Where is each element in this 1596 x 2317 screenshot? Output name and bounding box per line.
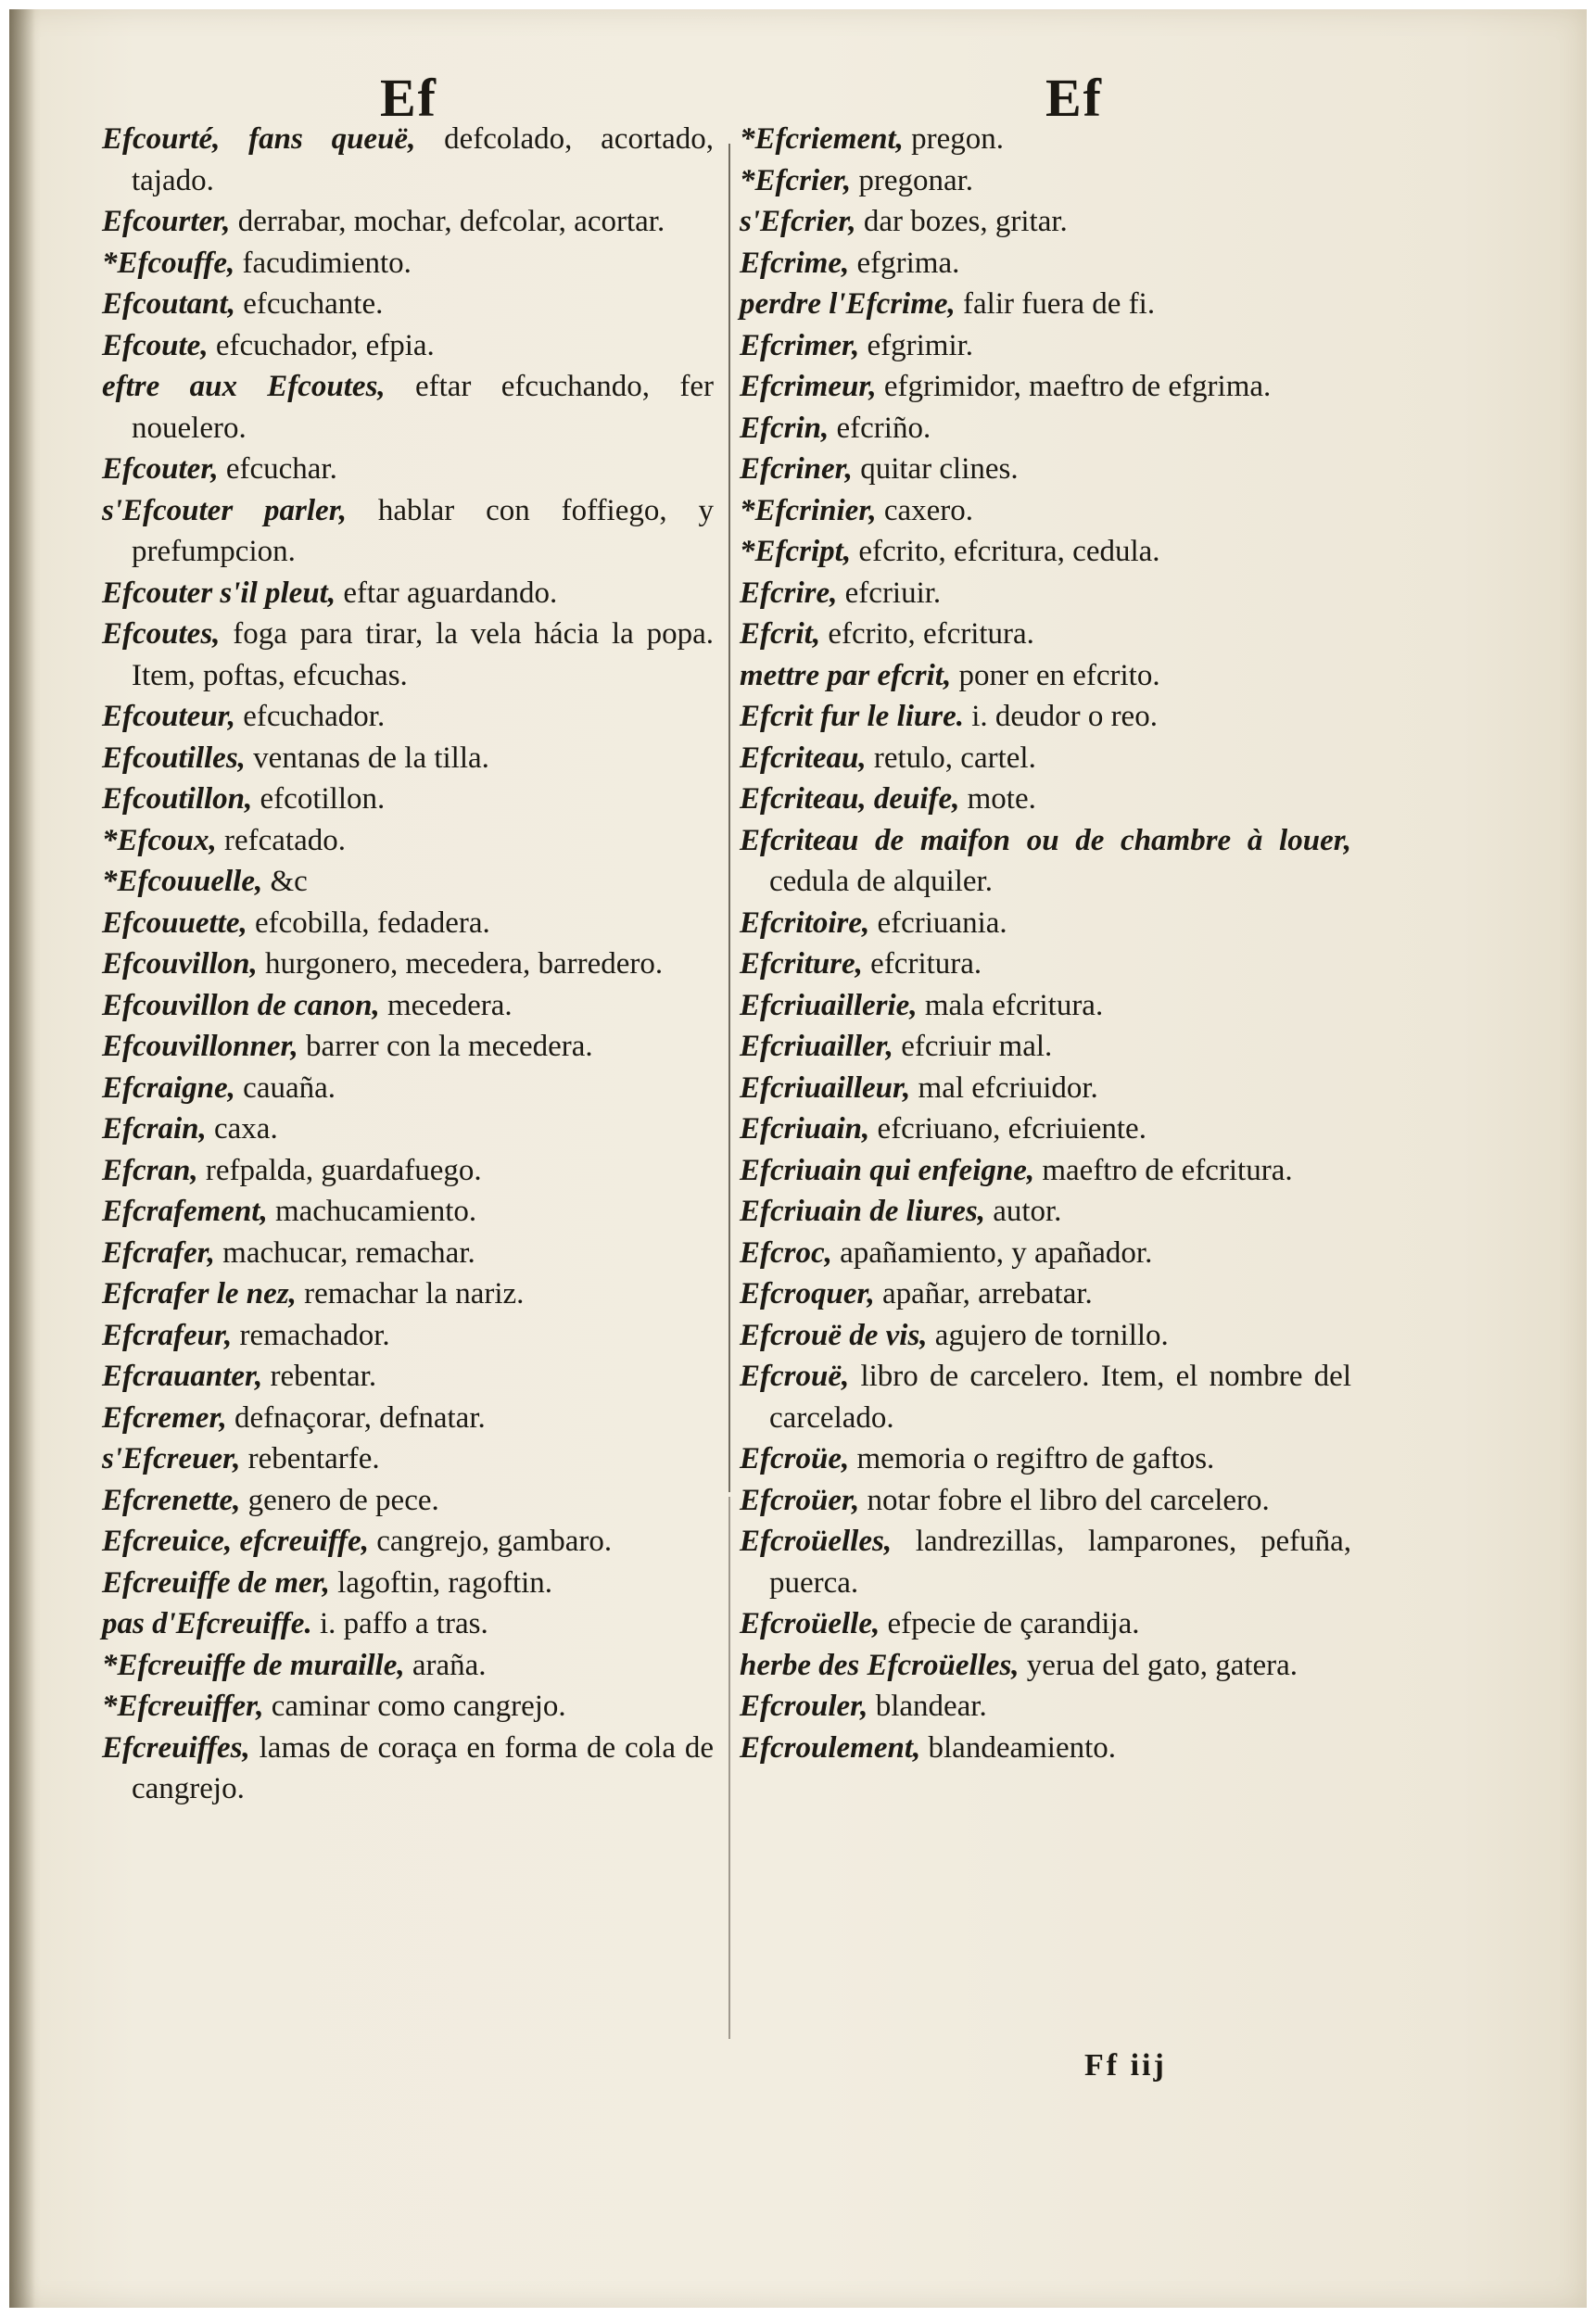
dictionary-entry	[102, 614, 714, 696]
dictionary-entry	[102, 1108, 714, 1150]
entry-definition: efcriuir mal.	[893, 1030, 1053, 1063]
dictionary-entry	[740, 201, 1351, 243]
entry-definition: efpecie de çarandija.	[880, 1607, 1140, 1640]
dictionary-entry	[740, 1356, 1351, 1438]
dictionary-entry	[740, 943, 1351, 985]
entry-headword: Efcrauanter,	[102, 1360, 263, 1393]
entry-headword: Efcrime,	[740, 246, 850, 280]
entry-headword: *Efcouuelle,	[102, 865, 263, 898]
column-divider	[728, 144, 730, 1492]
entry-headword: Efcroüelle,	[740, 1607, 880, 1640]
dictionary-entry	[102, 1686, 714, 1728]
dictionary-entry	[102, 1191, 714, 1233]
entry-definition: blandeamiento.	[920, 1730, 1117, 1765]
entry-definition: refcatado.	[216, 823, 346, 857]
entry-headword: Efcrafer le nez,	[102, 1277, 297, 1310]
entry-definition: machucar, remachar.	[214, 1235, 475, 1270]
entry-headword: Efcritoire,	[740, 905, 870, 940]
entry-headword: Efcrafement,	[102, 1195, 268, 1228]
entry-headword: Efcouvillonner,	[102, 1030, 298, 1063]
entry-definition: lagoftin, ragoftin.	[329, 1565, 553, 1600]
dictionary-entry	[102, 449, 714, 490]
dictionary-entry	[102, 1603, 714, 1645]
entry-headword: Efcriteau de maifon ou de chambre à louer,	[740, 823, 1351, 857]
dictionary-entry	[102, 738, 714, 779]
entry-definition: cedula de alquiler.	[769, 865, 993, 898]
dictionary-entry	[102, 1728, 714, 1810]
entry-definition: efcuchante.	[234, 287, 384, 321]
entry-definition: remachador.	[232, 1318, 390, 1352]
entry-definition: efcuchador, efpia.	[208, 328, 435, 362]
entry-headword: Efcriner,	[740, 452, 853, 486]
binding-shadow	[9, 9, 35, 2308]
entry-headword: Efcroüelles,	[740, 1525, 893, 1558]
dictionary-entry	[102, 284, 714, 325]
dictionary-entry	[102, 573, 714, 614]
dictionary-entry	[740, 243, 1351, 285]
entry-definition: rebentarfe.	[240, 1442, 380, 1475]
entry-definition: remachar la nariz.	[296, 1277, 525, 1310]
dictionary-entry	[102, 1521, 714, 1563]
dictionary-entry	[102, 1233, 714, 1274]
dictionary-entry	[740, 820, 1351, 903]
entry-headword: Efcrafeur,	[102, 1318, 233, 1352]
entry-definition: maeftro de efcritura.	[1034, 1153, 1293, 1187]
dictionary-entry	[102, 1645, 714, 1687]
dictionary-entry	[740, 366, 1351, 408]
entry-headword: Efcriteau, deuife,	[740, 782, 960, 816]
entry-headword: Efcoutillon,	[102, 782, 253, 816]
entry-definition: dar bozes, gritar.	[855, 205, 1068, 238]
entry-definition: quitar clines.	[852, 452, 1019, 486]
entry-definition: lamas de coraça en forma de cola de cangrejo.	[132, 1730, 714, 1805]
entry-headword: *Efcrier,	[740, 163, 852, 197]
dictionary-entry	[740, 1273, 1351, 1315]
dictionary-entry	[740, 160, 1351, 202]
entry-headword: Efcriuain qui enfeigne,	[740, 1153, 1035, 1187]
dictionary-entry	[102, 1150, 714, 1192]
entry-headword: Efcrit fur le liure.	[740, 700, 965, 733]
dictionary-entry	[102, 903, 714, 944]
column-divider-lower	[728, 1497, 730, 2039]
dictionary-entry	[740, 655, 1351, 697]
entry-headword: Efcouteur,	[102, 700, 235, 733]
entry-headword: Efcraigne,	[102, 1070, 235, 1105]
entry-definition: machucamiento.	[267, 1195, 477, 1228]
entry-definition: efcriuir.	[837, 576, 942, 610]
entry-definition: efgrimir.	[859, 328, 974, 362]
entry-definition: efgrimidor, maeftro de efgrima.	[876, 370, 1272, 403]
dictionary-entry	[102, 820, 714, 862]
entry-definition: landrezillas, lamparones, pefuña, puerca.	[769, 1525, 1351, 1600]
entry-headword: Efcouter,	[102, 452, 219, 486]
entry-headword: Efcrire,	[740, 576, 838, 610]
dictionary-entry	[740, 1150, 1351, 1192]
entry-headword: Efcrin,	[740, 411, 830, 445]
entry-headword: eftre aux Efcoutes,	[102, 370, 386, 403]
entry-definition: apañar, arrebatar.	[874, 1277, 1093, 1310]
dictionary-entry	[740, 614, 1351, 655]
dictionary-entry	[102, 366, 714, 449]
entry-headword: Efcroüer,	[740, 1483, 860, 1517]
entry-headword: pas d'Efcreuiffe.	[102, 1607, 312, 1640]
dictionary-entry	[740, 779, 1351, 820]
entry-definition: pregonar.	[851, 163, 974, 197]
dictionary-entry	[740, 408, 1351, 449]
entry-headword: Efcriuaillerie,	[740, 988, 918, 1022]
dictionary-entry	[740, 1233, 1351, 1274]
entry-headword: Efcroüe,	[740, 1442, 850, 1475]
entry-headword: Efcreuice, efcreuiffe,	[102, 1525, 370, 1558]
dictionary-entry	[740, 284, 1351, 325]
dictionary-entry	[740, 531, 1351, 573]
right-entries	[740, 119, 1351, 1768]
entry-headword: Efcriteau,	[740, 741, 867, 775]
dictionary-entry	[740, 573, 1351, 614]
dictionary-entry	[102, 1563, 714, 1604]
entry-headword: mettre par efcrit,	[740, 658, 952, 692]
entry-headword: Efcoutes,	[102, 617, 221, 651]
dictionary-entry	[102, 861, 714, 903]
entry-headword: herbe des Efcroüelles,	[740, 1648, 1020, 1682]
dictionary-entry	[102, 201, 714, 243]
entry-headword: perdre l'Efcrime,	[740, 287, 956, 321]
entry-headword: Efcriture,	[740, 947, 863, 981]
left-entries	[102, 119, 714, 1810]
dictionary-entry	[102, 1480, 714, 1522]
dictionary-entry	[740, 1728, 1351, 1769]
entry-headword: Efcrimer,	[740, 328, 860, 362]
entry-definition: efcrito, efcritura, cedula.	[851, 535, 1160, 568]
entry-headword: Efcourté, fans queuë,	[102, 122, 416, 156]
entry-definition: memoria o regiftro de gaftos.	[849, 1442, 1215, 1475]
dictionary-page	[9, 9, 1587, 2308]
dictionary-entry	[102, 1068, 714, 1109]
entry-headword: Efcremer,	[102, 1400, 227, 1435]
entry-headword: *Efcoux,	[102, 823, 217, 857]
entry-definition: mala efcritura.	[917, 988, 1104, 1022]
dictionary-entry	[740, 1068, 1351, 1109]
entry-definition: eftar aguardando.	[336, 576, 558, 610]
entry-headword: Efcourter,	[102, 205, 231, 238]
entry-definition: ventanas de la tilla.	[245, 741, 489, 775]
dictionary-entry	[740, 738, 1351, 779]
entry-headword: Efcroc,	[740, 1235, 832, 1270]
dictionary-entry	[740, 1686, 1351, 1728]
dictionary-entry	[102, 490, 714, 573]
entry-headword: Efcrouë,	[740, 1360, 850, 1393]
entry-headword: Efcouvillon de canon,	[102, 988, 380, 1022]
entry-headword: s'Efcrier,	[740, 205, 856, 238]
entry-definition: agujero de tornillo.	[927, 1318, 1169, 1352]
entry-definition: efcritura.	[862, 947, 982, 981]
entry-definition: mal efcriuidor.	[910, 1070, 1098, 1105]
entry-definition: poner en efcrito.	[951, 658, 1160, 692]
entry-definition: cauaña.	[234, 1070, 336, 1105]
entry-headword: Efcriuain de liures,	[740, 1195, 985, 1228]
entry-headword: *Efcriement,	[740, 122, 904, 156]
entry-definition: autor.	[984, 1195, 1062, 1228]
dictionary-entry	[102, 779, 714, 820]
entry-definition: efcriuano, efcriuiente.	[869, 1112, 1146, 1146]
entry-headword: *Efcript,	[740, 535, 852, 568]
entry-definition: efgrima.	[849, 246, 960, 280]
entry-definition: libro de carcelero. Item, el nombre del carcelado.	[769, 1360, 1351, 1435]
entry-headword: Efcroquer,	[740, 1277, 875, 1310]
entry-headword: Efcrafer,	[102, 1235, 215, 1270]
dictionary-entry	[740, 490, 1351, 532]
dictionary-entry	[740, 696, 1351, 738]
entry-definition: facudimiento.	[234, 246, 412, 280]
entry-definition: hablar con foffiego, y prefumpcion.	[132, 493, 714, 568]
entry-headword: Efcrit,	[740, 617, 821, 651]
entry-definition: apañamiento, y apañador.	[831, 1235, 1153, 1270]
entry-definition: efcuchar.	[218, 452, 337, 486]
dictionary-entry	[102, 325, 714, 367]
dictionary-entry	[740, 985, 1351, 1027]
dictionary-entry	[740, 1480, 1351, 1522]
dictionary-entry	[740, 325, 1351, 367]
dictionary-entry	[740, 1108, 1351, 1150]
entry-definition: efcobilla, fedadera.	[247, 905, 490, 940]
entry-definition: yerua del gato, gatera.	[1019, 1648, 1298, 1682]
entry-definition: efcrito, efcritura.	[820, 617, 1034, 651]
entry-definition: i. deudor o reo.	[964, 700, 1158, 733]
entry-headword: *Efcrinier,	[740, 493, 877, 527]
entry-headword: Efcrenette,	[102, 1483, 241, 1517]
entry-definition: notar fobre el libro del carcelero.	[859, 1483, 1270, 1517]
dictionary-entry	[740, 1026, 1351, 1068]
entry-headword: *Efcouffe,	[102, 246, 235, 280]
dictionary-entry	[102, 1026, 714, 1068]
entry-headword: Efcouter s'il pleut,	[102, 576, 336, 610]
dictionary-entry	[102, 696, 714, 738]
entry-headword: Efcrouler,	[740, 1690, 868, 1723]
entry-definition: caminar como cangrejo.	[263, 1690, 566, 1723]
dictionary-entry	[102, 243, 714, 285]
entry-headword: Efcreuiffe de mer,	[102, 1565, 330, 1600]
right-running-head: Ef	[1045, 68, 1103, 128]
entry-headword: *Efcreuiffe de muraille,	[102, 1648, 405, 1682]
signature-mark: Ff iij	[1084, 2048, 1167, 2083]
entry-headword: Efcoute,	[102, 328, 209, 362]
entry-headword: Efcreuiffes,	[102, 1730, 250, 1765]
dictionary-entry	[102, 119, 714, 201]
dictionary-entry	[740, 1603, 1351, 1645]
dictionary-entry	[740, 449, 1351, 490]
entry-definition: derrabar, mochar, defcolar, acortar.	[230, 205, 665, 238]
entry-definition: blandear.	[868, 1690, 987, 1723]
entry-definition: caxero.	[876, 493, 974, 527]
entry-definition: mecedera.	[379, 988, 513, 1022]
entry-definition: pregon.	[903, 122, 1005, 156]
entry-headword: Efcrain,	[102, 1112, 207, 1146]
entry-headword: s'Efcouter parler,	[102, 493, 347, 527]
entry-headword: Efcran,	[102, 1153, 198, 1187]
entry-definition: mote.	[959, 782, 1036, 816]
entry-definition: defnaçorar, defnatar.	[226, 1400, 486, 1435]
dictionary-entry	[102, 985, 714, 1027]
dictionary-entry	[740, 1191, 1351, 1233]
dictionary-entry	[102, 1398, 714, 1439]
entry-definition: eftar efcuchando, fer nouelero.	[132, 370, 714, 445]
dictionary-entry	[740, 1521, 1351, 1603]
entry-definition: efcuchador.	[234, 700, 386, 733]
entry-definition: refpalda, guardafuego.	[197, 1153, 482, 1187]
entry-definition: defcolado, acortado, tajado.	[132, 122, 715, 197]
entry-definition: hurgonero, mecedera, barredero.	[257, 947, 664, 981]
dictionary-entry	[740, 1315, 1351, 1357]
entry-definition: foga para tirar, la vela hácia la popa. Item, poftas, efcuchas.	[132, 617, 714, 692]
entry-headword: Efcriuain,	[740, 1112, 870, 1146]
entry-definition: i. paffo a tras.	[311, 1607, 488, 1640]
left-running-head: Ef	[380, 68, 437, 128]
entry-headword: Efcoutant,	[102, 287, 235, 321]
entry-definition: rebentar.	[262, 1360, 377, 1393]
entry-definition: genero de pece.	[240, 1483, 439, 1517]
entry-definition: barrer con la mecedera.	[298, 1030, 593, 1063]
entry-definition: &c	[262, 865, 308, 898]
entry-definition: efcotillon.	[252, 782, 386, 816]
dictionary-entry	[740, 1645, 1351, 1687]
dictionary-entry	[102, 943, 714, 985]
dictionary-entry	[102, 1438, 714, 1480]
entry-headword: Efcrouë de vis,	[740, 1318, 928, 1352]
entry-headword: Efcouuette,	[102, 905, 247, 940]
entry-headword: s'Efcreuer,	[102, 1442, 241, 1475]
entry-headword: Efcroulement,	[740, 1730, 921, 1765]
entry-definition: retulo, cartel.	[866, 741, 1036, 775]
entry-definition: efcriuania.	[869, 905, 1007, 940]
entry-headword: Efcrimeur,	[740, 370, 877, 403]
entry-headword: Efcoutilles,	[102, 741, 246, 775]
dictionary-entry	[740, 903, 1351, 944]
entry-definition: caxa.	[206, 1112, 278, 1146]
dictionary-entry	[102, 1315, 714, 1357]
entry-headword: Efcriuailleur,	[740, 1070, 911, 1105]
entry-headword: Efcouvillon,	[102, 947, 258, 981]
dictionary-entry	[740, 1438, 1351, 1480]
entry-definition: cangrejo, gambaro.	[369, 1525, 613, 1558]
entry-definition: efcriño.	[829, 411, 931, 445]
dictionary-entry	[102, 1273, 714, 1315]
dictionary-entry	[102, 1356, 714, 1398]
entry-headword: *Efcreuiffer,	[102, 1690, 264, 1723]
entry-headword: Efcriuailler,	[740, 1030, 893, 1063]
entry-definition: araña.	[404, 1648, 487, 1682]
dictionary-entry	[740, 119, 1351, 160]
entry-definition: falir fuera de fi.	[955, 287, 1156, 321]
